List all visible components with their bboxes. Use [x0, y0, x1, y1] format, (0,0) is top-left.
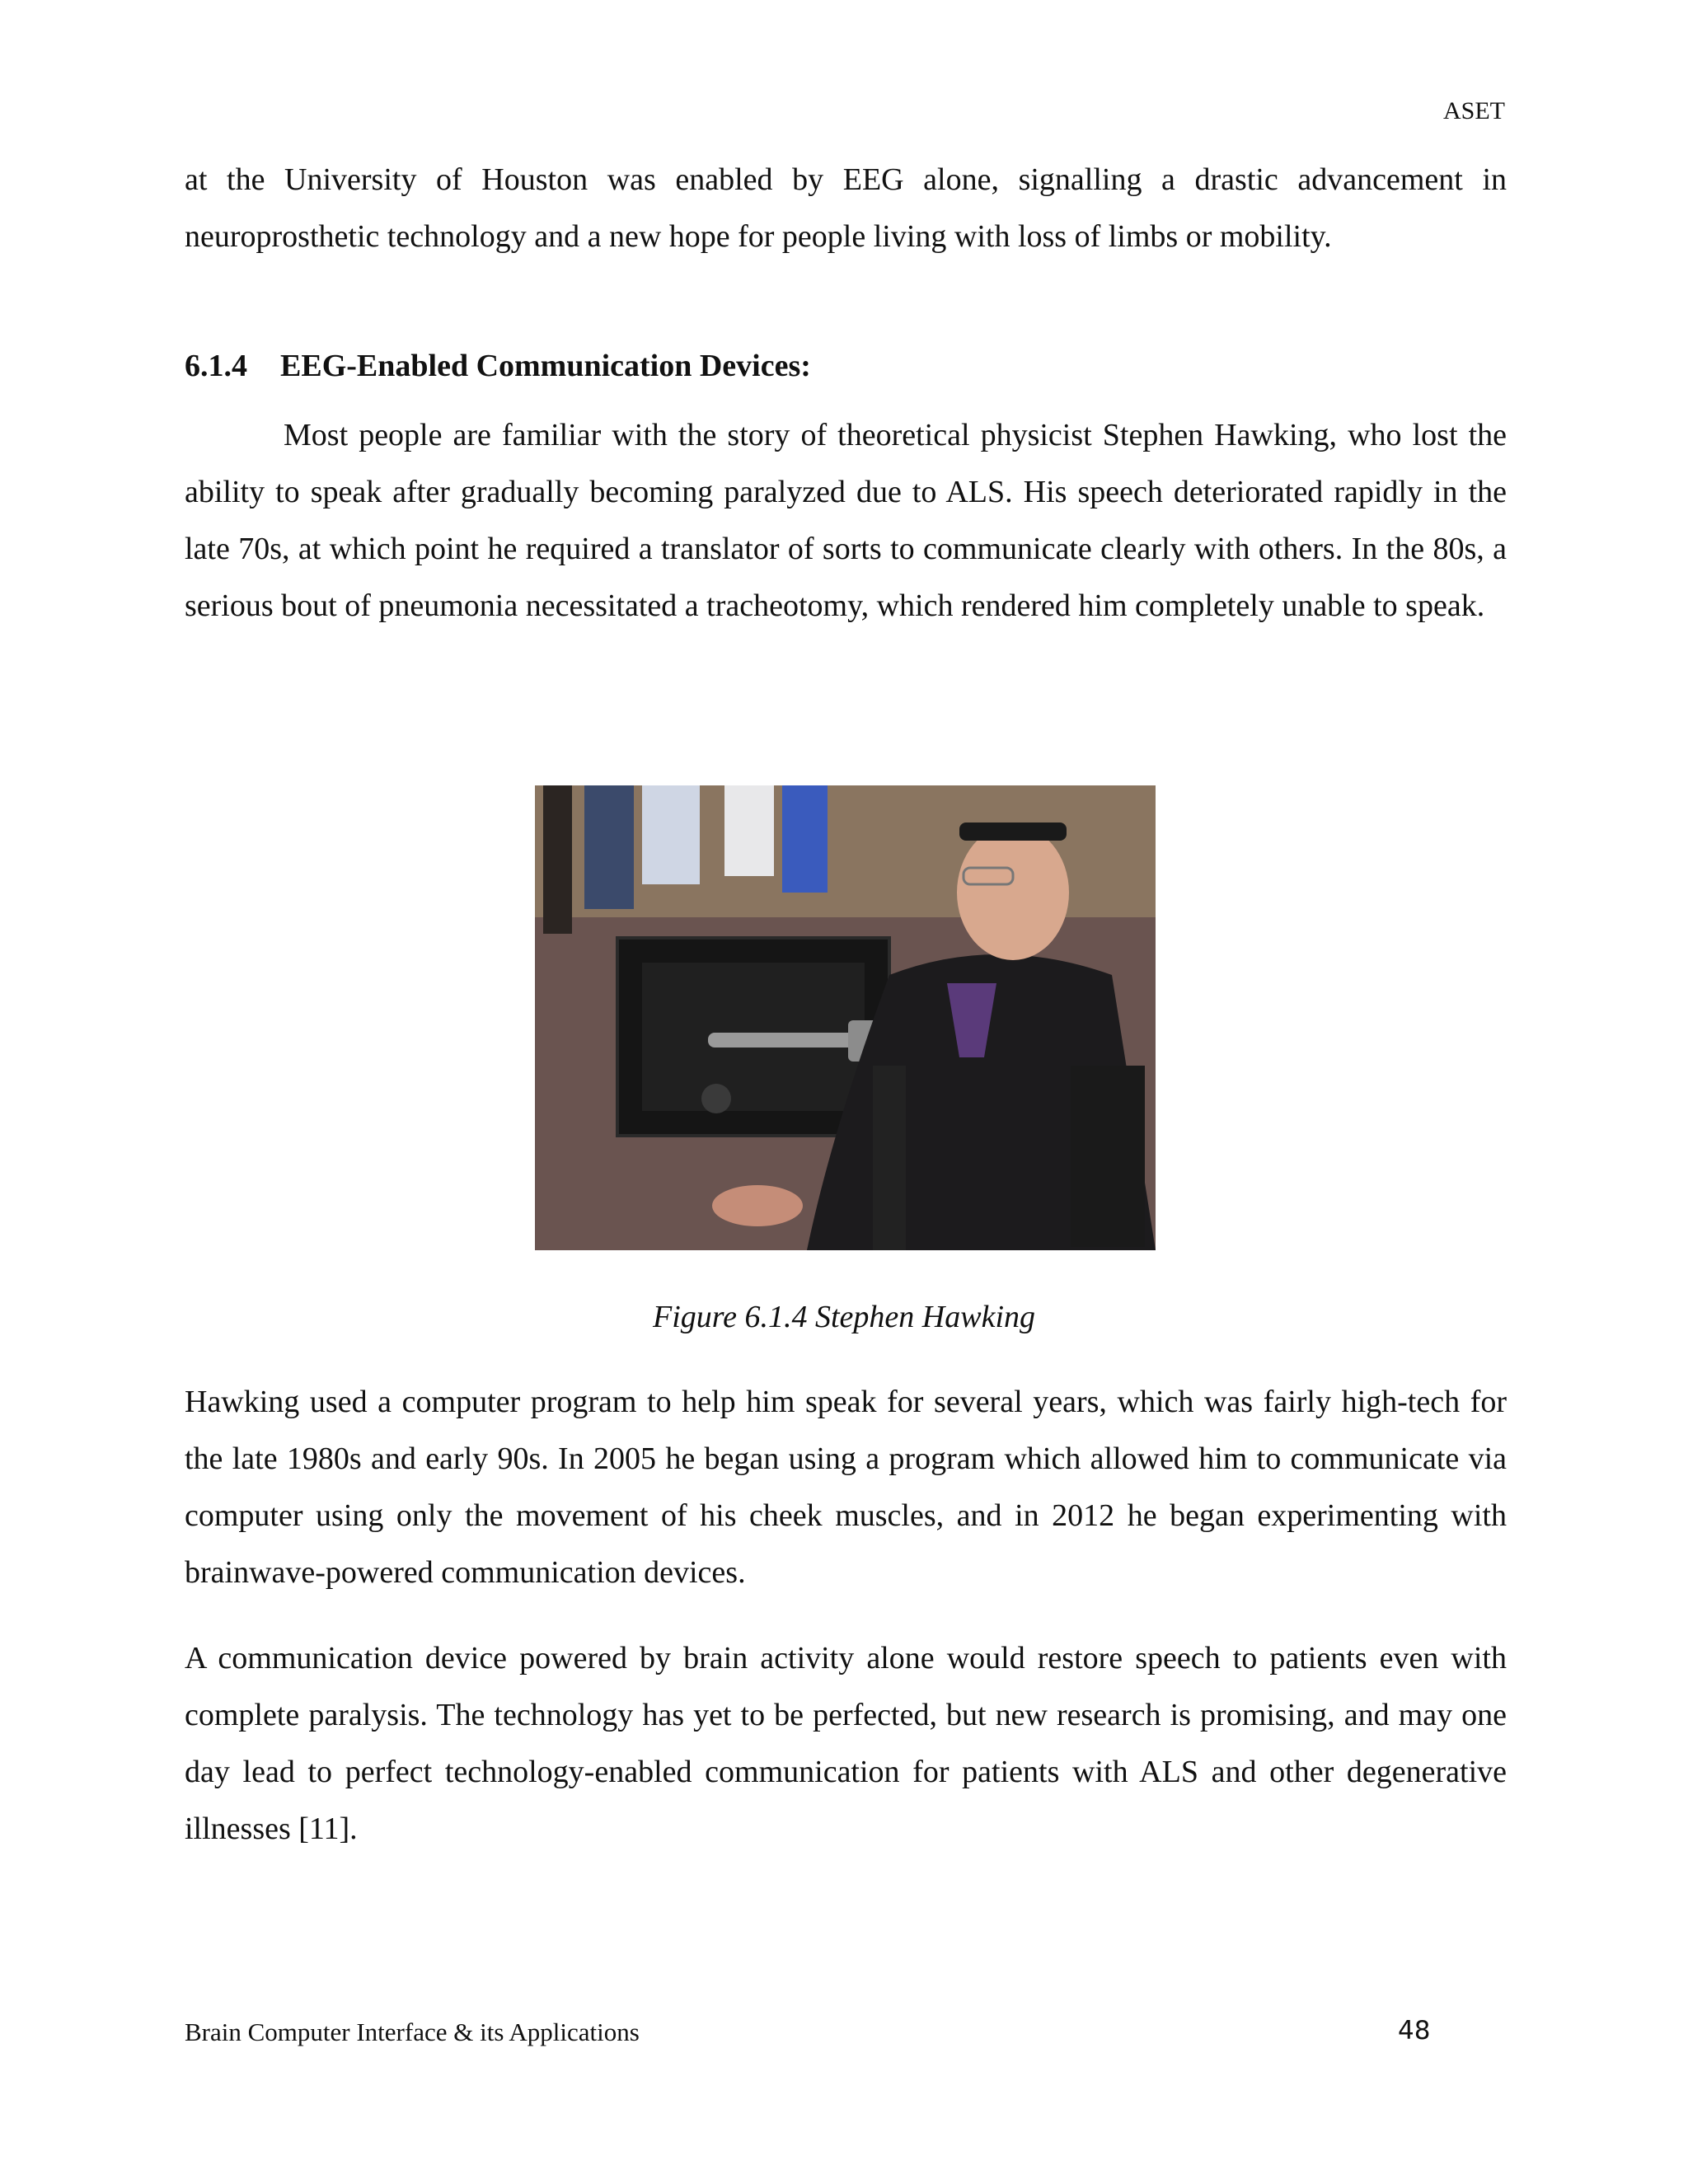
running-header: ASET — [1443, 97, 1505, 124]
section-number: 6.1.4 — [185, 349, 247, 383]
footer-page-number: 48 — [1398, 2016, 1431, 2046]
paragraph-intro: at the University of Houston was enabled by EEG alone, signalling a drastic advancement in neuroprosthetic technology and a new hope for people living with loss of limbs or mobility. — [185, 162, 1507, 254]
section-title: EEG-Enabled Communication Devices: — [280, 349, 811, 383]
paragraph-hawking-background: Most people are familiar with the story of theoretical physicist Stephen Hawking, who lost the ability to speak after gradually becoming paralyzed due to ALS. His speech deteriorated rapidly in the late 70s, at which point he required a translator of sorts to communicate clearly with others. In the 80s, a serious bout of pneumonia necessitated a tracheotomy, which rendered him completely unable to speak. — [185, 418, 1507, 623]
footer-document-title: Brain Computer Interface & its Applications — [185, 2018, 640, 2046]
stephen-hawking-photo — [535, 785, 1156, 1250]
figure-photo — [535, 785, 1156, 1250]
paragraph-communication-device: A communication device powered by brain activity alone would restore speech to patients even with complete paralysis. The technology has yet to be perfected, but new research is promising, and may one day lead to perfect technology-enabled communication for patients with ALS and other degenerative illnesses [11]. — [185, 1641, 1507, 1846]
section-heading — [185, 338, 811, 395]
figure-caption: Figure 6.1.4 Stephen Hawking — [652, 1300, 1035, 1334]
paragraph-hawking-computer: Hawking used a computer program to help him speak for several years, which was fairly high-tech for the late 1980s and early 90s. In 2005 he began using a program which allowed him to communicate via computer using only the movement of his cheek muscles, and in 2012 he began experimenting with brainwave-powered communication devices. — [185, 1385, 1507, 1590]
